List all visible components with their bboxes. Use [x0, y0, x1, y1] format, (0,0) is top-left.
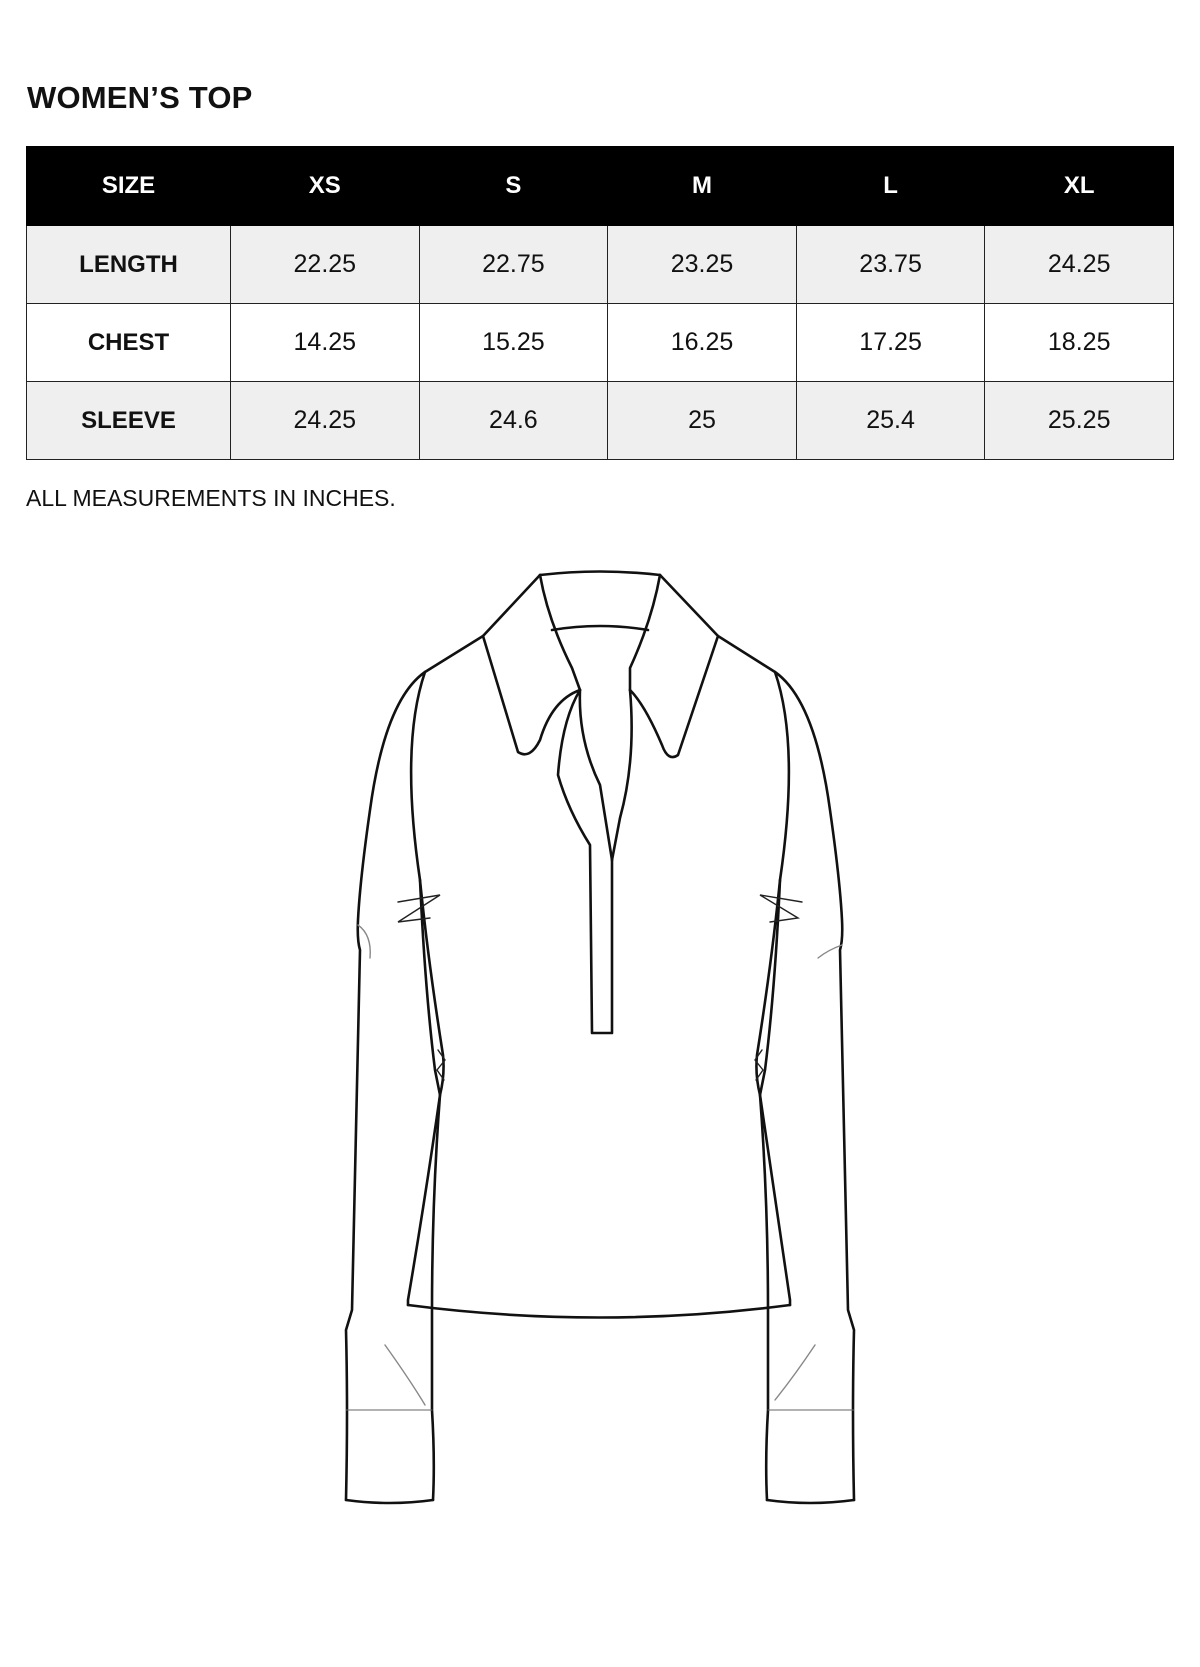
table-cell: 25: [608, 382, 797, 460]
table-row-sleeve: [27, 382, 1174, 460]
header-l: L: [796, 147, 985, 226]
row-label-chest: CHEST: [27, 304, 231, 382]
table-cell: 24.6: [419, 382, 608, 460]
row-label-length: LENGTH: [27, 226, 231, 304]
header-m: M: [608, 147, 797, 226]
size-chart-table: [26, 146, 1174, 460]
table-cell: 25.4: [796, 382, 985, 460]
measurement-note: ALL MEASUREMENTS IN INCHES.: [26, 485, 396, 511]
row-label-sleeve: SLEEVE: [27, 382, 231, 460]
table-row-length: [27, 226, 1174, 304]
table-cell: 23.25: [608, 226, 797, 304]
header-size: SIZE: [27, 147, 231, 226]
table-header-row: [27, 147, 1174, 226]
table-cell: 24.25: [985, 226, 1174, 304]
table-cell: 25.25: [985, 382, 1174, 460]
table-cell: 15.25: [419, 304, 608, 382]
header-xs: XS: [231, 147, 420, 226]
table-cell: 16.25: [608, 304, 797, 382]
table-cell: 22.25: [231, 226, 420, 304]
header-s: S: [419, 147, 608, 226]
table-cell: 24.25: [231, 382, 420, 460]
page-title: WOMEN’S TOP: [27, 80, 253, 115]
table-row-chest: [27, 304, 1174, 382]
table-cell: 14.25: [231, 304, 420, 382]
table-cell: 22.75: [419, 226, 608, 304]
header-xl: XL: [985, 147, 1174, 226]
table-cell: 18.25: [985, 304, 1174, 382]
top-sketch-icon: [320, 560, 880, 1510]
table-cell: 17.25: [796, 304, 985, 382]
table-cell: 23.75: [796, 226, 985, 304]
